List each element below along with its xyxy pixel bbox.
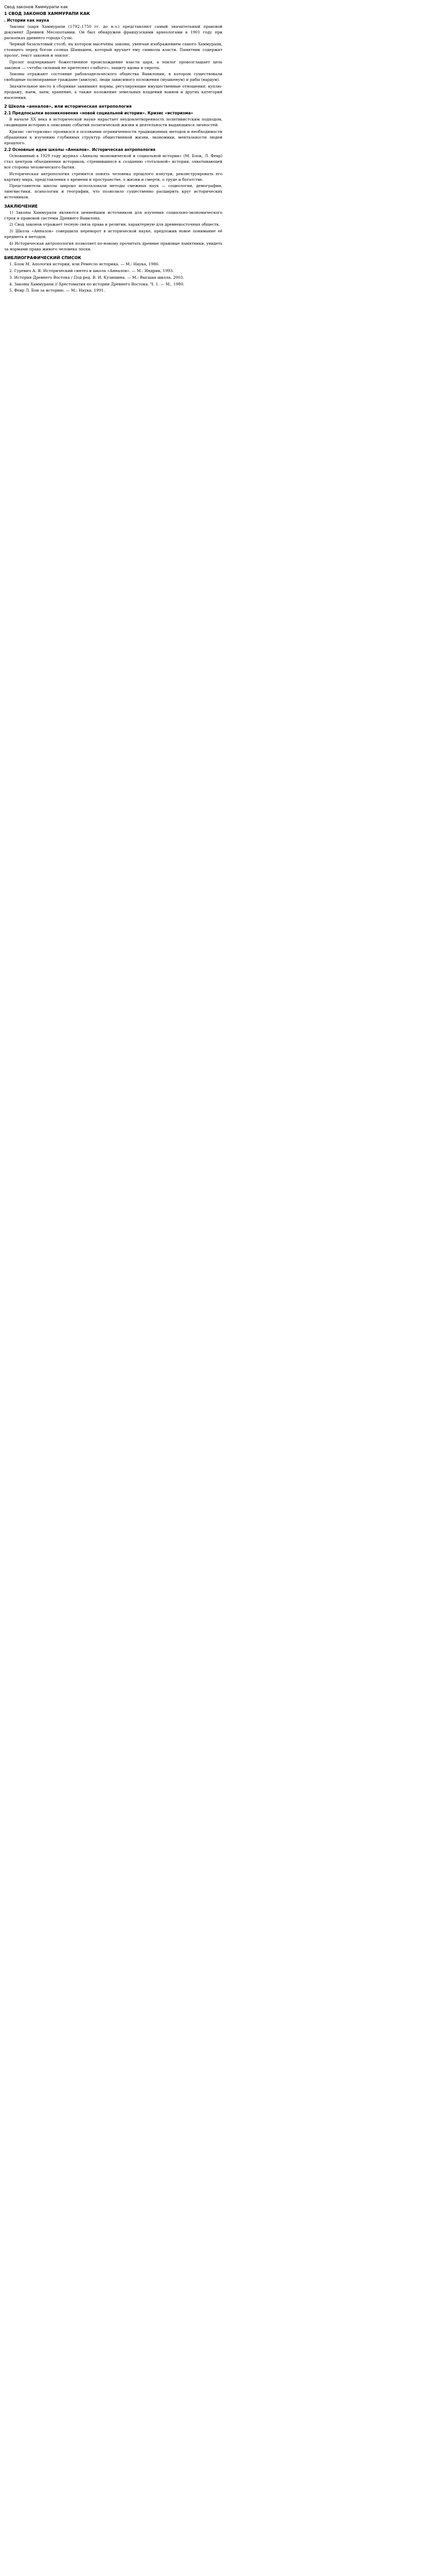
bibliography-item: 1. Блок М. Апология истории, или Ремесло историка. — М.: Наука, 1986.	[9, 262, 160, 267]
conclusion-heading: ЗАКЛЮЧЕНИЕ	[4, 204, 38, 209]
conclusion-item: 2) Свод законов отражает тесную связь права и религии, характерную для древневосточных обществ.	[9, 222, 220, 227]
paragraph: Законы (царя Хаммурапи (1792–1750 гг. до н.э.) представляют самый значительный правовой документ Древней Месопотамии. Он был обнаружен французскими археологами в 1901 году при раскопках древнего города Сузы.	[4, 24, 222, 40]
bibliography-heading: БИБЛИОГРАФИЧЕСКИЙ СПИСОК	[4, 256, 81, 261]
paragraph: Представители школы широко использовали методы смежных наук — социологии, демографии, лингвистики, психологии и географии, что позволило существенно расширить круг исторических источников.	[4, 183, 222, 199]
paragraph: Историческая антропология стремится понять человека прошлого изнутри, реконструировать его картину мира, представления о времени и пространстве, о жизни и смерти, о труде и богатстве.	[4, 171, 222, 182]
paragraph: Черный базальтовый столб, на котором высечены законы, увенчан изображением самого Хаммурапи, стоящего перед богом солнца Шамашем, который вручает ему символы власти. Памятник содержит пролог, текст законов и эпилог.	[4, 42, 222, 58]
bibliography-item: 5. Февр Л. Бои за историю. — М.: Наука, 1991.	[9, 288, 105, 293]
bibliography-item: 2. Гуревич А. Я. Исторический синтез и школа «Анналов». — М.: Индрик, 1993.	[9, 268, 174, 274]
doc-title: Свод законов Хаммурапи как	[4, 5, 68, 9]
bibliography-item: 3. История Древнего Востока / Под ред. В. И. Кузищина. — М.: Высшая школа, 2003.	[9, 275, 184, 280]
paragraph: Кризис «историзма» проявился в осознании ограниченности традиционных методов и необходимости обращения к изучению глубинных структур общественной жизни, экономики, ментальности людей прошлого.	[4, 129, 222, 145]
bibliography-item: 4. Законы Хаммурапи // Хрестоматия по истории Древнего Востока. Ч. 1. — М., 1980.	[9, 281, 185, 286]
section-2-subheading-2: 2.2 Основные идеи школы «Анналов». Историческая антропология	[4, 147, 155, 152]
section-2-subheading-1: 2.1 Предпосылки возникновения «новой социальной истории». Кризис «историзма»	[4, 111, 194, 116]
bibliography-section	[4, 255, 222, 294]
section-2-heading: 2 Школа «анналов», или историческая антропология	[4, 104, 132, 109]
conclusion-section	[4, 204, 222, 252]
paragraph: В начале XX века в исторической науке нарастает неудовлетворенность позитивистским подходом, сводившим историю к описанию событий политической жизни и деятельности выдающихся личностей.	[4, 117, 222, 128]
paragraph: Законы отражают состояние рабовладельческого общества Вавилонии, в котором существовали свободные полноправные граждане (авилум), люди зависимого положения (мушкенум) и рабы (вардум).	[4, 72, 222, 82]
conclusion-item: 1) Законы Хаммурапи являются ценнейшим источником для изучения социально-экономического строя и правовой системы Древнего Вавилона.	[4, 210, 222, 221]
conclusion-item: 4) Историческая антропология позволяет по-новому прочитать древние правовые памятники, увидеть за нормами права живого человека эпохи.	[4, 241, 222, 251]
conclusion-item: 3) Школа «Анналов» совершила переворот в исторической науке, предложив новое понимание её предмета и методов.	[4, 229, 222, 239]
paragraph: Пролог подчеркивает божественное происхождение власти царя, а эпилог провозглашает цель законов — «чтобы сильный не притеснял слабого», защиту вдовы и сироты.	[4, 59, 222, 70]
paragraph: Значительное место в сборнике занимают нормы, регулирующие имущественные отношения: куплю-продажу, наем, заем, хранение, а также положение земельных владений воинов и других категорий населения.	[4, 83, 222, 100]
paragraph: Основанный в 1929 году журнал «Анналы экономической и социальной истории» (М. Блок, Л. Февр) стал центром объединения историков, стремившихся к созданию «тотальной» истории, охватывающей все стороны человеческого бытия.	[4, 154, 222, 170]
section-2	[4, 104, 222, 200]
document-body	[4, 4, 222, 295]
section-1-heading: 1 СВОД ЗАКОНОВ ХАММУРАПИ КАК	[4, 11, 90, 16]
section-1-subheading: . Истории как наука	[4, 18, 49, 23]
